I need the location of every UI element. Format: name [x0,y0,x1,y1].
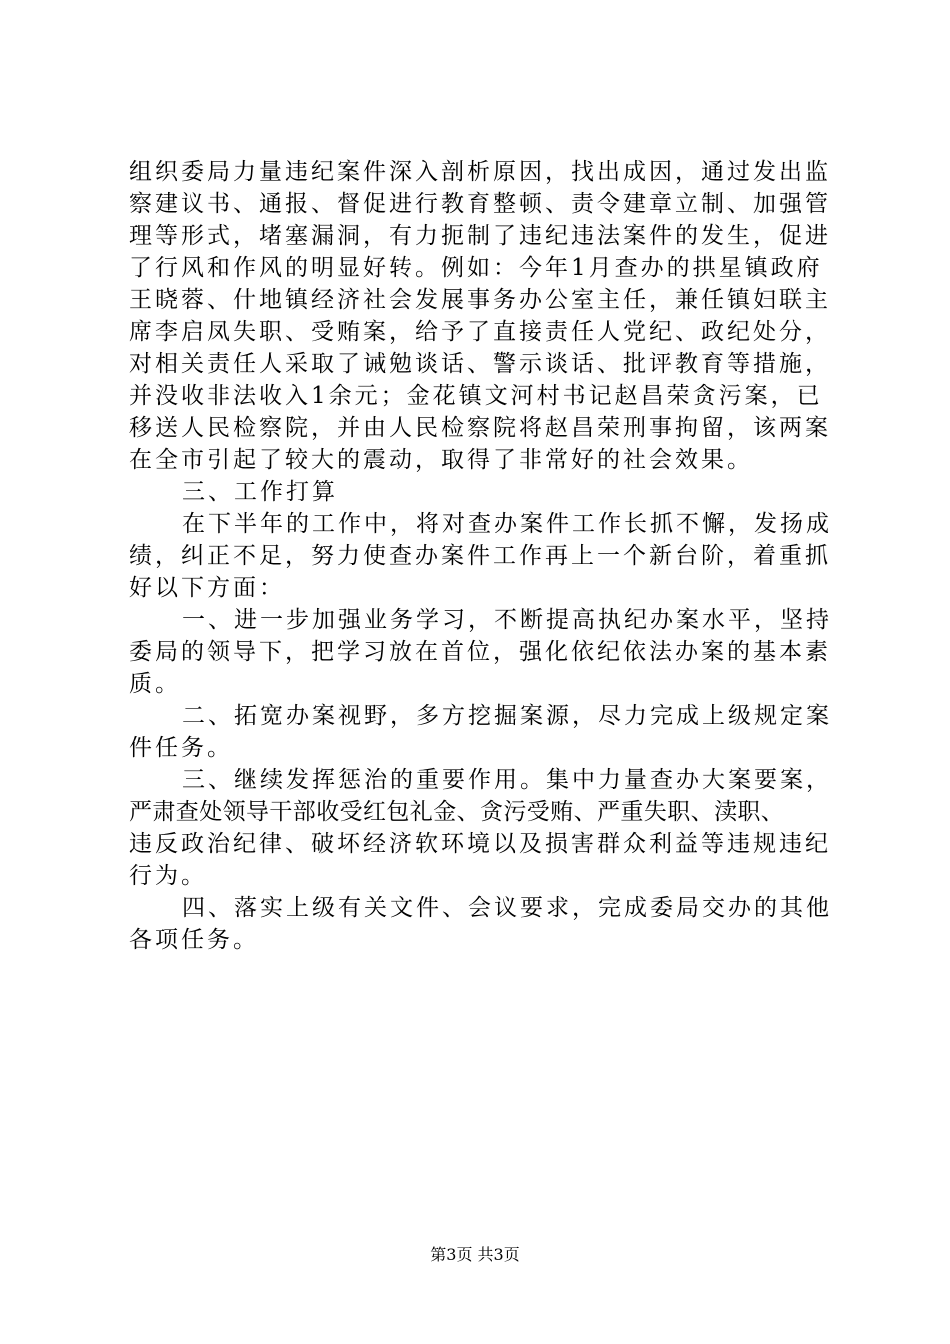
paragraph-line: 理等形式，堵塞漏洞，有力扼制了违纪违法案件的发生，促进 [129,223,831,249]
paragraph-line: 严肃查处领导干部收受红包礼金、贪污受贿、严重失职、渎职、 [129,799,785,825]
paragraph-line: 各项任务。 [129,927,259,953]
paragraph-line: 件任务。 [129,735,233,761]
paragraph-line: 对相关责任人采取了诫勉谈话、警示谈话、批评教育等措施， [129,351,831,377]
paragraph-line: 四、落实上级有关文件、会议要求，完成委局交办的其他 [182,895,832,921]
paragraph-line: 好以下方面： [129,575,285,601]
paragraph-line: 在全市引起了较大的震动，取得了非常好的社会效果。 [129,447,753,473]
paragraph-line: 了行风和作风的明显好转。例如：今年1月查办的拱星镇政府 [129,255,823,281]
paragraph-line: 一、进一步加强业务学习，不断提高执纪办案水平，坚持 [182,607,832,633]
body-text [129,156,835,956]
paragraph-line: 行为。 [129,863,207,889]
paragraph-line: 违反政治纪律、破坏经济软环境以及损害群众利益等违规违纪 [129,831,831,857]
paragraph-line: 委局的领导下，把学习放在首位，强化依纪依法办案的基本素 [129,639,831,665]
section-heading: 三、工作打算 [182,479,338,505]
paragraph-line: 席李启凤失职、受贿案，给予了直接责任人党纪、政纪处分， [129,319,831,345]
paragraph-line: 在下半年的工作中，将对查办案件工作长抓不懈，发扬成 [182,511,832,537]
paragraph-line: 质。 [129,671,181,697]
paragraph-line: 组织委局力量违纪案件深入剖析原因，找出成因，通过发出监 [129,159,831,185]
paragraph-line: 二、拓宽办案视野，多方挖掘案源，尽力完成上级规定案 [182,703,832,729]
paragraph-line: 绩，纠正不足，努力使查办案件工作再上一个新台阶，着重抓 [129,543,831,569]
paragraph-line: 三、继续发挥惩治的重要作用。集中力量查办大案要案， [182,767,832,793]
paragraph-line: 并没收非法收入1余元；金花镇文河村书记赵昌荣贪污案，已 [129,383,823,409]
paragraph-line: 察建议书、通报、督促进行教育整顿、责令建章立制、加强管 [129,191,831,217]
paragraph-line: 王晓蓉、什地镇经济社会发展事务办公室主任，兼任镇妇联主 [129,287,831,313]
paragraph-line: 移送人民检察院，并由人民检察院将赵昌荣刑事拘留，该两案 [129,415,831,441]
page-footer: 第3页 共3页 [430,1245,520,1264]
